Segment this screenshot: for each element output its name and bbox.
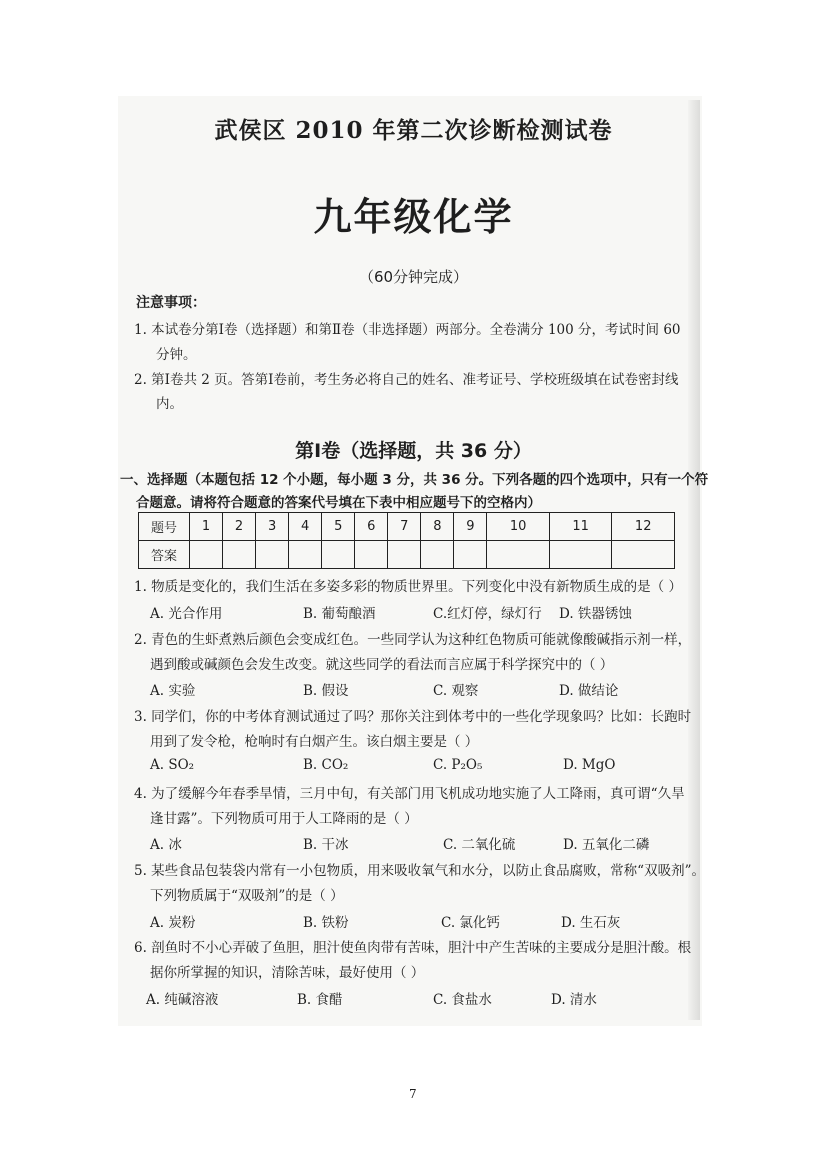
answer-cell	[487, 541, 549, 569]
table-number-9: 9	[454, 513, 487, 541]
page-number: 7	[409, 1087, 417, 1101]
section-intro-line-2: 合题意。请将符合题意的答案代号填在下表中相应题号下的空格内）	[136, 495, 541, 511]
note-1-line-1: 1. 本试卷分第Ⅰ卷（选择题）和第Ⅱ卷（非选择题）两部分。全卷满分 100 分，考试时间 60	[134, 322, 681, 338]
question-1-option-a: A. 光合作用	[150, 606, 223, 622]
question-1-option-d: D. 铁器锈蚀	[559, 606, 632, 622]
section-intro-line-1: 一、选择题（本题包括 12 个小题，每小题 3 分，共 36 分。下列各题的四个选项中，只有一个符	[120, 472, 709, 488]
table-number-6: 6	[355, 513, 388, 541]
answer-cell	[256, 541, 289, 569]
question-5-text-line-1: 5. 某些食品包装袋内常有一小包物质，用来吸收氧气和水分，以防止食品腐败，常称“双吸剂”。	[134, 863, 705, 879]
question-3-text-line-1: 3. 同学们，你的中考体育测试通过了吗？那你关注到体考中的一些化学现象吗？比如：长跑时	[134, 709, 692, 725]
question-5-text-line-2: 下列物质属于“双吸剂”的是（ ）	[150, 888, 344, 904]
exam-title: 武侯区 2010 年第二次诊断检测试卷	[214, 117, 613, 144]
table-number-12: 12	[612, 513, 675, 541]
note-2-line-1: 2. 第Ⅰ卷共 2 页。答第Ⅰ卷前，考生务必将自己的姓名、准考证号、学校班级填在试卷密封线	[134, 372, 679, 388]
answer-cell	[289, 541, 322, 569]
table-number-1: 1	[190, 513, 223, 541]
question-6-option-c: C. 食盐水	[433, 992, 492, 1008]
question-3-option-a: A. SO₂	[150, 757, 195, 773]
answer-table-number-row	[139, 513, 675, 541]
question-2-option-c: C. 观察	[433, 683, 479, 699]
question-1-text: 1. 物质是变化的，我们生活在多姿多彩的物质世界里。下列变化中没有新物质生成的是（ ）	[134, 579, 682, 595]
table-number-3: 3	[256, 513, 289, 541]
table-number-11: 11	[549, 513, 611, 541]
answer-table-answer-row	[139, 541, 675, 569]
exam-duration: （60分钟完成）	[358, 268, 469, 286]
table-number-7: 7	[388, 513, 421, 541]
question-1-option-c: C.红灯停，绿灯行	[433, 606, 542, 622]
answer-cell	[421, 541, 454, 569]
answer-cell	[454, 541, 487, 569]
question-2-option-b: B. 假设	[303, 683, 349, 699]
note-2-line-2: 内。	[156, 396, 183, 412]
table-number-4: 4	[289, 513, 322, 541]
answer-cell	[388, 541, 421, 569]
question-6-option-b: B. 食醋	[297, 992, 343, 1008]
question-4-option-c: C. 二氧化硫	[443, 837, 516, 853]
answer-cell	[322, 541, 355, 569]
question-6-text-line-1: 6. 剖鱼时不小心弄破了鱼胆，胆汁使鱼肉带有苦味，胆汁中产生苦味的主要成分是胆汁酸。根	[134, 940, 692, 956]
table-label-number: 题号	[139, 513, 190, 541]
question-4-option-b: B. 干冰	[303, 837, 349, 853]
answer-cell	[355, 541, 388, 569]
question-4-text-line-1: 4. 为了缓解今年春季旱情，三月中旬，有关部门用飞机成功地实施了人工降雨，真可谓“久旱	[134, 786, 685, 802]
question-3-option-c: C. P₂O₅	[433, 757, 483, 773]
question-5-option-d: D. 生石灰	[561, 915, 621, 931]
question-3-text-line-2: 用到了发令枪，枪响时有白烟产生。该白烟主要是（ ）	[150, 734, 479, 750]
question-4-option-a: A. 冰	[150, 837, 182, 853]
answer-cell	[223, 541, 256, 569]
question-6-text-line-2: 据你所掌握的知识，清除苦味，最好使用（ ）	[150, 965, 425, 981]
table-label-answer: 答案	[139, 541, 190, 569]
table-number-5: 5	[322, 513, 355, 541]
answer-cell	[190, 541, 223, 569]
question-1-option-b: B. 葡萄酿酒	[303, 606, 376, 622]
notes-heading: 注意事项：	[136, 295, 206, 311]
subject-title: 九年级化学	[313, 195, 514, 239]
table-number-8: 8	[421, 513, 454, 541]
question-4-option-d: D. 五氧化二磷	[563, 837, 650, 853]
table-number-2: 2	[223, 513, 256, 541]
answer-table	[138, 512, 675, 569]
question-2-option-a: A. 实验	[150, 683, 196, 699]
section-title: 第Ⅰ卷（选择题，共 36 分）	[295, 440, 532, 462]
question-5-option-c: C. 氯化钙	[441, 915, 500, 931]
answer-cell	[612, 541, 675, 569]
question-2-option-d: D. 做结论	[559, 683, 619, 699]
question-6-option-d: D. 清水	[551, 992, 597, 1008]
answer-cell	[549, 541, 611, 569]
question-5-option-b: B. 铁粉	[303, 915, 349, 931]
question-6-option-a: A. 纯碱溶液	[146, 992, 219, 1008]
question-3-option-b: B. CO₂	[303, 757, 349, 773]
question-5-option-a: A. 炭粉	[150, 915, 196, 931]
question-3-option-d: D. MgO	[563, 757, 616, 773]
question-2-text-line-1: 2. 青色的生虾煮熟后颜色会变成红色。一些同学认为这种红色物质可能就像酸碱指示剂一样，	[134, 632, 692, 648]
note-1-line-2: 分钟。	[156, 347, 197, 363]
table-number-10: 10	[487, 513, 549, 541]
question-4-text-line-2: 逢甘露”。下列物质可用于人工降雨的是（ ）	[150, 811, 418, 827]
question-2-text-line-2: 遇到酸或碱颜色会发生改变。就这些同学的看法而言应属于科学探究中的（ ）	[150, 657, 614, 673]
